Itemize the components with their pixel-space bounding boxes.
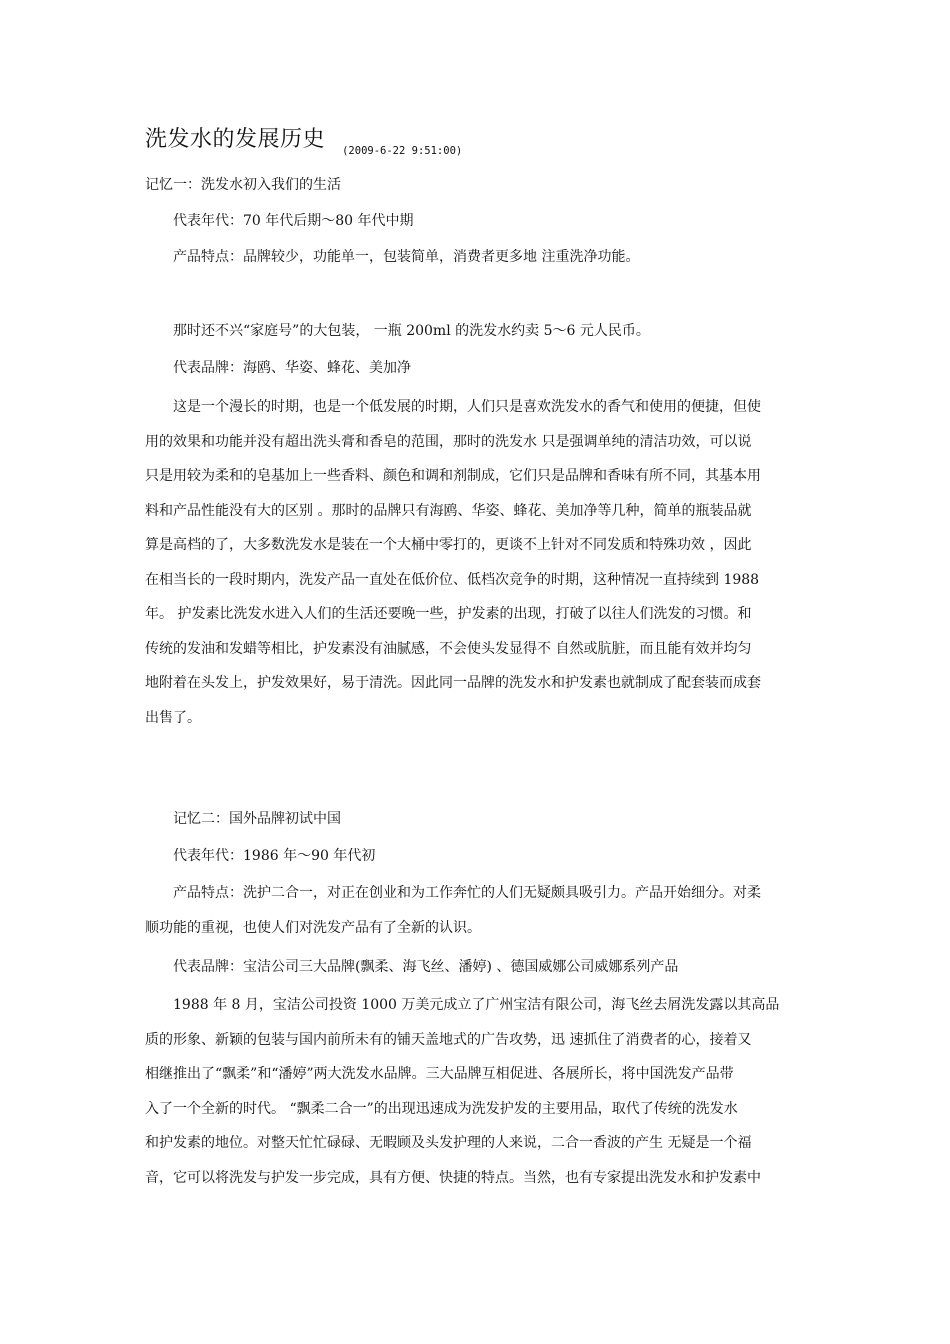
memory1-heading: 记忆一：洗发水初入我们的生活 [145, 177, 341, 193]
memory1-features: 产品特点：品牌较少，功能单一，包装简单，消费者更多地 注重洗净功能。 [173, 249, 640, 265]
publish-date: (2009-6-22 9:51:00) [342, 145, 463, 157]
memory2-body-line: 质的形象、新颖的包装与国内前所未有的铺天盖地式的广告攻势，迅 速抓住了消费者的心，接着又 [145, 1031, 752, 1048]
memory2-body-line: 音，它可以将洗发与护发一步完成，具有方便、快捷的特点。当然，也有专家提出洗发水和护发素中 [145, 1169, 761, 1186]
memory1-body-line: 在相当长的一段时期内，洗发产品一直处在低价位、低档次竞争的时期，这种情况一直持续到 1988 [145, 571, 760, 588]
memory2-body-line: 1988 年 8 月，宝洁公司投资 1000 万美元成立了广州宝洁有限公司，海飞丝去屑洗发露以其高品 [173, 997, 780, 1013]
memory1-body-line: 地附着在头发上，护发效果好，易于清洗。因此同一品牌的洗发水和护发素也就制成了配套装而成套 [145, 675, 761, 691]
memory1-brands: 代表品牌：海鸥、华姿、蜂花、美加净 [173, 360, 411, 376]
memory2-features-line: 产品特点：洗护二合一，对正在创业和为工作奔忙的人们无疑颇具吸引力。产品开始细分。对柔 [173, 885, 761, 901]
memory2-features-line: 顺功能的重视，也使人们对洗发产品有了全新的认识。 [145, 919, 481, 936]
memory1-body-line: 这是一个漫长的时期，也是一个低发展的时期，人们只是喜欢洗发水的香气和使用的便捷，但使 [173, 399, 761, 415]
memory2-features [145, 876, 810, 945]
memory2-body-line: 相继推出了“飘柔”和“潘婷”两大洗发水品牌。三大品牌互相促进、各展所长，将中国洗发产品带 [145, 1066, 734, 1082]
memory1-body-line: 出售了。 [145, 709, 201, 726]
memory1-body [145, 390, 810, 735]
memory1-body-line: 料和产品性能没有大的区别 。那时的品牌只有海鸥、华姿、蜂花、美加净等几种，简单的瓶装品就 [145, 502, 752, 519]
title-row [145, 122, 462, 157]
memory1-body-line: 用的效果和功能并没有超出洗头膏和香皂的范围，那时的洗发水 只是强调单纯的清洁功效，可以说 [145, 433, 752, 450]
memory2-body [145, 988, 810, 1195]
memory1-body-line: 传统的发油和发蜡等相比，护发素没有油腻感，不会使头发显得不 自然或肮脏，而且能有效并均匀 [145, 640, 752, 657]
memory1-packaging: 那时还不兴“家庭号”的大包装， 一瓶 200ml 的洗发水约卖 5～6 元人民币。 [173, 323, 650, 339]
memory2-brands: 代表品牌：宝洁公司三大品牌(飘柔、海飞丝、潘婷) 、德国威娜公司威娜系列产品 [173, 959, 679, 975]
memory2-body-line: 入了一个全新的时代。 “飘柔二合一”的出现迅速成为洗发护发的主要用品，取代了传统的洗发水 [145, 1100, 738, 1117]
memory1-body-line: 年。 护发素比洗发水进入人们的生活还要晚一些，护发素的出现，打破了以往人们洗发的习惯。和 [145, 606, 752, 622]
memory2-body-line: 和护发素的地位。对整天忙忙碌碌、无暇顾及头发护理的人来说，二合一香波的产生 无疑是一个福 [145, 1135, 752, 1151]
page-title: 洗发水的发展历史 [145, 127, 326, 152]
memory2-era: 代表年代：1986 年～90 年代初 [173, 848, 376, 864]
memory1-era: 代表年代：70 年代后期～80 年代中期 [173, 213, 414, 229]
memory1-body-line: 算是高档的了，大多数洗发水是装在一个大桶中零打的，更谈不上针对不同发质和特殊功效 ，因此 [145, 537, 752, 553]
memory1-body-line: 只是用较为柔和的皂基加上一些香料、颜色和调和剂制成，它们只是品牌和香味有所不同，其基本用 [145, 468, 761, 484]
memory2-heading: 记忆二：国外品牌初试中国 [173, 811, 341, 827]
